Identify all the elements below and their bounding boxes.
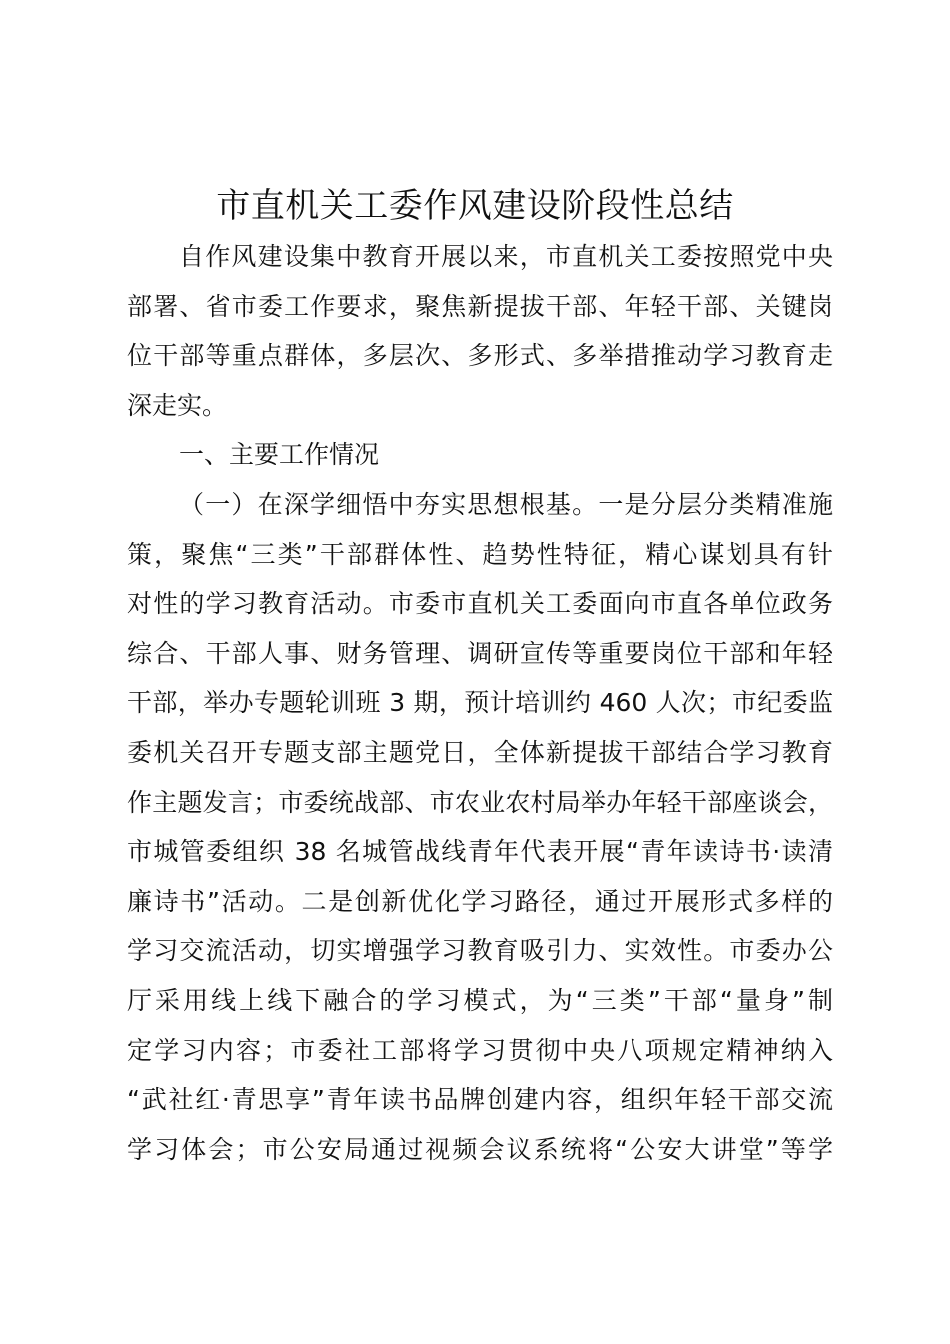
document-title: 市直机关工委作风建设阶段性总结 [216,186,734,226]
paragraph-line: “武社红·青思享”青年读书品牌创建内容，组织年轻干部交流 [127,1085,833,1115]
paragraph-line: 部署、省市委工作要求，聚焦新提拔干部、年轻干部、关键岗 [127,291,833,321]
paragraph-line: 策，聚焦“三类”干部群体性、趋势性特征，精心谋划具有针 [127,539,833,569]
paragraph-line: 学习交流活动，切实增强学习教育吸引力、实效性。市委办公 [127,936,833,966]
paragraph-line: 作主题发言；市委统战部、市农业农村局举办年轻干部座谈会， [127,787,833,817]
paragraph-line: 对性的学习教育活动。市委市直机关工委面向市直各单位政务 [127,589,833,619]
paragraph-line: （一）在深学细悟中夯实思想根基。一是分层分类精准施 [179,489,833,519]
document-body [127,232,833,1174]
paragraph-line: 深走实。 [127,390,228,420]
paragraph-line: 廉诗书”活动。二是创新优化学习路径，通过开展形式多样的 [127,886,833,916]
section-heading: 一、主要工作情况 [179,440,380,470]
paragraph-line: 市城管委组织 38 名城管战线青年代表开展“青年读诗书·读清 [127,837,833,867]
paragraph-line: 自作风建设集中教育开展以来，市直机关工委按照党中央 [179,242,833,271]
paragraph-line: 厅采用线上线下融合的学习模式，为“三类”干部“量身”制 [127,985,833,1015]
paragraph-line: 综合、干部人事、财务管理、调研宣传等重要岗位干部和年轻 [127,638,833,668]
paragraph-line: 定学习内容；市委社工部将学习贯彻中央八项规定精神纳入 [127,1035,833,1065]
paragraph-line: 干部，举办专题轮训班 3 期，预计培训约 460 人次；市纪委监 [127,688,833,718]
paragraph-line: 学习体会；市公安局通过视频会议系统将“公安大讲堂”等学 [127,1134,833,1164]
paragraph-line: 委机关召开专题支部主题党日，全体新提拔干部结合学习教育 [127,737,833,767]
paragraph-line: 位干部等重点群体，多层次、多形式、多举措推动学习教育走 [127,341,833,371]
